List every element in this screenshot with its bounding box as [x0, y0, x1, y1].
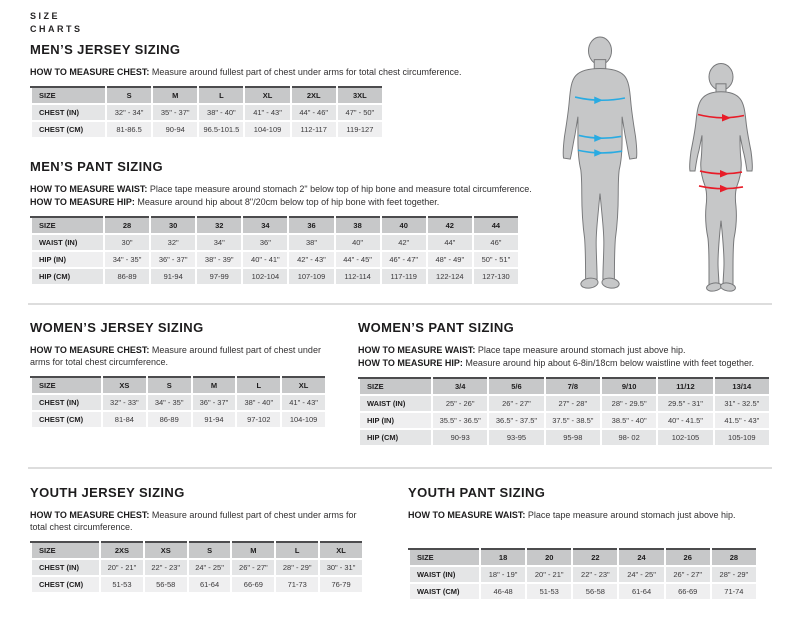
column-header: 3/4 [432, 378, 488, 395]
column-header: XL [281, 377, 326, 394]
column-header: 9/10 [601, 378, 657, 395]
column-header: S [106, 87, 152, 104]
howto-block [30, 509, 360, 533]
howto-label: HOW TO MEASURE CHEST: [30, 510, 150, 520]
table-header-row [31, 217, 519, 234]
size-value-cell: 22" - 23" [572, 566, 618, 583]
size-value-cell: 34" - 35" [147, 394, 192, 411]
column-header: 2XS [100, 542, 144, 559]
size-value-cell: 81-86.5 [106, 121, 152, 138]
size-value-cell: 46-48 [480, 583, 526, 600]
size-value-cell: 86-89 [147, 411, 192, 428]
size-value-cell: 18" - 19" [480, 566, 526, 583]
table-row [359, 412, 770, 429]
table-row [31, 104, 383, 121]
size-value-cell: 41" - 43" [281, 394, 326, 411]
row-label: WAIST (CM) [409, 583, 480, 600]
size-value-cell: 112-114 [335, 268, 381, 285]
male-silhouette-figure [552, 36, 648, 292]
column-header: S [188, 542, 232, 559]
female-silhouette-figure [676, 62, 766, 292]
size-value-cell: 90-94 [152, 121, 198, 138]
column-header: L [275, 542, 319, 559]
table-row [409, 566, 757, 583]
howto-instruction: HOW TO MEASURE HIP: Measure around hip about 8"/20cm below top of hip bone with feet together. [30, 197, 440, 208]
size-value-cell: 35.5" - 36.5" [432, 412, 488, 429]
row-label: CHEST (IN) [31, 104, 106, 121]
size-value-cell: 61-64 [618, 583, 664, 600]
column-header: M [152, 87, 198, 104]
size-value-cell: 107-109 [288, 268, 334, 285]
size-value-cell: 34" - 35" [104, 251, 150, 268]
row-label-header: SIZE [31, 87, 106, 104]
howto-label: HOW TO MEASURE HIP: [358, 358, 463, 369]
row-label: CHEST (IN) [31, 394, 102, 411]
table-row [31, 576, 363, 593]
section-title: YOUTH JERSEY SIZING [30, 485, 185, 500]
howto-instruction: HOW TO MEASURE CHEST: Measure around fullest part of chest under arms for total chest circumference. [30, 510, 357, 533]
row-label: WAIST (IN) [409, 566, 480, 583]
column-header: 38 [335, 217, 381, 234]
size-value-cell: 30" [104, 234, 150, 251]
mens-jersey-sizing-section [30, 42, 550, 139]
size-value-cell: 36.5" - 37.5" [488, 412, 544, 429]
size-value-cell: 28" - 29.5" [601, 395, 657, 412]
size-value-cell: 90-93 [432, 429, 488, 446]
size-value-cell: 91-94 [150, 268, 196, 285]
size-value-cell: 50" - 51" [473, 251, 519, 268]
table-row [31, 559, 363, 576]
size-value-cell: 98- 02 [601, 429, 657, 446]
male-left-foot [580, 277, 598, 289]
howto-label: HOW TO MEASURE WAIST: [30, 184, 148, 194]
size-value-cell: 36" - 37" [192, 394, 237, 411]
table-row [31, 411, 326, 428]
table-row [359, 429, 770, 446]
column-header: L [236, 377, 281, 394]
column-header: 18 [480, 549, 526, 566]
howto-instruction: HOW TO MEASURE CHEST: Measure around fullest part of chest under arms for total chest circumference. [30, 67, 462, 77]
section-divider [28, 303, 772, 305]
size-value-cell: 44" - 46" [291, 104, 337, 121]
size-value-cell: 40" - 41.5" [657, 412, 713, 429]
howto-block [408, 509, 768, 521]
size-value-cell: 97-102 [236, 411, 281, 428]
row-label: HIP (IN) [31, 251, 104, 268]
size-value-cell: 104-109 [244, 121, 290, 138]
size-value-cell: 105-109 [714, 429, 770, 446]
size-value-cell: 42" [381, 234, 427, 251]
column-header: 34 [242, 217, 288, 234]
column-header: 44 [473, 217, 519, 234]
size-value-cell: 28" - 29" [711, 566, 757, 583]
size-value-cell: 36" [242, 234, 288, 251]
column-header: 5/6 [488, 378, 544, 395]
size-value-cell: 41" - 43" [244, 104, 290, 121]
table-row [359, 395, 770, 412]
size-value-cell: 86-89 [104, 268, 150, 285]
row-label: CHEST (CM) [31, 411, 102, 428]
size-value-cell: 112-117 [291, 121, 337, 138]
howto-label: HOW TO MEASURE CHEST: [30, 67, 150, 77]
size-value-cell: 93-95 [488, 429, 544, 446]
size-value-cell: 91-94 [192, 411, 237, 428]
row-label: HIP (CM) [359, 429, 432, 446]
size-value-cell: 66-69 [665, 583, 711, 600]
section-title: MEN’S JERSEY SIZING [30, 42, 181, 57]
size-value-cell: 40" - 41" [242, 251, 288, 268]
size-value-cell: 38" - 39" [196, 251, 242, 268]
size-value-cell: 48" - 49" [427, 251, 473, 268]
row-label: WAIST (IN) [31, 234, 104, 251]
size-value-cell: 38.5" - 40" [601, 412, 657, 429]
howto-instruction: HOW TO MEASURE WAIST: Place tape measure around stomach 2" below top of hip bone and measure total circumference. [30, 184, 532, 194]
section-divider [28, 467, 772, 469]
row-label: HIP (CM) [31, 268, 104, 285]
table-row [31, 268, 519, 285]
row-label: CHEST (IN) [31, 559, 100, 576]
howto-instruction: HOW TO MEASURE HIP: Measure around hip about 6-8in/18cm below waistline with feet together. [358, 358, 755, 369]
size-value-cell: 51-53 [100, 576, 144, 593]
section-title: WOMEN’S JERSEY SIZING [30, 320, 204, 335]
table-header-row [31, 377, 326, 394]
page-title [30, 10, 83, 35]
row-label: CHEST (CM) [31, 121, 106, 138]
size-value-cell: 34" [196, 234, 242, 251]
howto-instruction: HOW TO MEASURE WAIST: Place tape measure around stomach just above hip. [358, 345, 686, 355]
table-header-row [31, 542, 363, 559]
size-value-cell: 38" - 40" [198, 104, 244, 121]
youth-jersey-sizing-section [30, 485, 375, 594]
size-value-cell: 81-84 [102, 411, 147, 428]
howto-label: HOW TO MEASURE WAIST: [408, 510, 526, 520]
column-header: 7/8 [545, 378, 601, 395]
size-value-cell: 51-53 [526, 583, 572, 600]
size-value-cell: 32" - 34" [106, 104, 152, 121]
row-label-header: SIZE [359, 378, 432, 395]
column-header: 20 [526, 549, 572, 566]
row-label-header: SIZE [31, 377, 102, 394]
size-value-cell: 36" - 37" [150, 251, 196, 268]
youth-pant-sizing-section [408, 485, 768, 601]
column-header: 24 [618, 549, 664, 566]
column-header: 42 [427, 217, 473, 234]
size-value-cell: 28" - 29" [275, 559, 319, 576]
male-right-foot [601, 277, 619, 289]
size-value-cell: 95-98 [545, 429, 601, 446]
howto-block [30, 66, 550, 78]
column-header: XL [319, 542, 363, 559]
size-value-cell: 27" - 28" [545, 395, 601, 412]
size-value-cell: 127-130 [473, 268, 519, 285]
section-title: YOUTH PANT SIZING [408, 485, 546, 500]
row-label: HIP (IN) [359, 412, 432, 429]
size-value-cell: 40" [335, 234, 381, 251]
page-title-line2: CHARTS [30, 23, 83, 34]
page-title-line1: SIZE [30, 11, 61, 21]
howto-block [358, 344, 778, 369]
column-header: 40 [381, 217, 427, 234]
column-header: M [192, 377, 237, 394]
size-value-cell: 29.5" - 31" [657, 395, 713, 412]
size-value-cell: 104-109 [281, 411, 326, 428]
howto-block [30, 183, 550, 208]
section-title: MEN’S PANT SIZING [30, 159, 163, 174]
row-label-header: SIZE [31, 542, 100, 559]
womens-pant-size-table [358, 377, 771, 447]
size-value-cell: 20" - 21" [100, 559, 144, 576]
size-value-cell: 71-73 [275, 576, 319, 593]
size-value-cell: 37.5" - 38.5" [545, 412, 601, 429]
mens-jersey-size-table [30, 86, 384, 139]
row-label: WAIST (IN) [359, 395, 432, 412]
size-value-cell: 22" - 23" [144, 559, 188, 576]
howto-label: HOW TO MEASURE WAIST: [358, 345, 476, 355]
column-header: 13/14 [714, 378, 770, 395]
row-label-header: SIZE [409, 549, 480, 566]
size-value-cell: 35" - 37" [152, 104, 198, 121]
table-header-row [409, 549, 757, 566]
size-value-cell: 30" - 31" [319, 559, 363, 576]
size-value-cell: 42" - 43" [288, 251, 334, 268]
youth-pant-size-table [408, 548, 758, 601]
size-value-cell: 76-79 [319, 576, 363, 593]
size-value-cell: 122-124 [427, 268, 473, 285]
size-value-cell: 38" - 40" [236, 394, 281, 411]
size-value-cell: 97-99 [196, 268, 242, 285]
size-value-cell: 44" - 45" [335, 251, 381, 268]
size-value-cell: 47" - 50" [337, 104, 383, 121]
size-value-cell: 102-104 [242, 268, 288, 285]
row-label: CHEST (CM) [31, 576, 100, 593]
column-header: XS [102, 377, 147, 394]
column-header: 28 [711, 549, 757, 566]
male-silhouette [552, 36, 648, 292]
column-header: 32 [196, 217, 242, 234]
mens-pant-size-table [30, 216, 520, 286]
size-value-cell: 24" - 25" [188, 559, 232, 576]
mens-pant-sizing-section [30, 159, 550, 286]
size-value-cell: 41.5" - 43" [714, 412, 770, 429]
size-value-cell: 119-127 [337, 121, 383, 138]
table-row [31, 121, 383, 138]
howto-block [30, 344, 340, 368]
size-value-cell: 32" [150, 234, 196, 251]
column-header: 28 [104, 217, 150, 234]
size-value-cell: 26" - 27" [231, 559, 275, 576]
size-value-cell: 71-74 [711, 583, 757, 600]
size-value-cell: 61-64 [188, 576, 232, 593]
size-value-cell: 44" [427, 234, 473, 251]
column-header: 30 [150, 217, 196, 234]
table-row [31, 251, 519, 268]
column-header: XL [244, 87, 290, 104]
column-header: 11/12 [657, 378, 713, 395]
size-value-cell: 96.5-101.5 [198, 121, 244, 138]
column-header: M [231, 542, 275, 559]
womens-jersey-sizing-section [30, 320, 340, 429]
size-value-cell: 46" [473, 234, 519, 251]
column-header: 36 [288, 217, 334, 234]
howto-instruction: HOW TO MEASURE WAIST: Place tape measure around stomach just above hip. [408, 510, 736, 520]
size-value-cell: 56-58 [144, 576, 188, 593]
size-value-cell: 56-58 [572, 583, 618, 600]
womens-pant-sizing-section [358, 320, 778, 447]
column-header: 3XL [337, 87, 383, 104]
column-header: 2XL [291, 87, 337, 104]
table-row [409, 583, 757, 600]
womens-jersey-size-table [30, 376, 327, 429]
size-value-cell: 117-119 [381, 268, 427, 285]
column-header: L [198, 87, 244, 104]
female-right-foot [720, 282, 736, 292]
howto-label: HOW TO MEASURE HIP: [30, 197, 135, 208]
table-row [31, 394, 326, 411]
table-header-row [359, 378, 770, 395]
size-value-cell: 32" - 33" [102, 394, 147, 411]
howto-instruction: HOW TO MEASURE CHEST: Measure around fullest part of chest under arms for total chest circumference. [30, 345, 321, 368]
column-header: S [147, 377, 192, 394]
size-value-cell: 102-105 [657, 429, 713, 446]
section-title: WOMEN’S PANT SIZING [358, 320, 515, 335]
youth-jersey-size-table [30, 541, 364, 594]
size-value-cell: 26" - 27" [665, 566, 711, 583]
column-header: 22 [572, 549, 618, 566]
size-value-cell: 66-69 [231, 576, 275, 593]
table-row [31, 234, 519, 251]
table-header-row [31, 87, 383, 104]
female-silhouette [676, 62, 766, 292]
column-header: XS [144, 542, 188, 559]
size-value-cell: 31" - 32.5" [714, 395, 770, 412]
size-value-cell: 46" - 47" [381, 251, 427, 268]
size-value-cell: 38" [288, 234, 334, 251]
howto-label: HOW TO MEASURE CHEST: [30, 345, 150, 355]
size-value-cell: 26" - 27" [488, 395, 544, 412]
female-left-foot [706, 282, 722, 292]
row-label-header: SIZE [31, 217, 104, 234]
size-value-cell: 25" - 26" [432, 395, 488, 412]
size-value-cell: 24" - 25" [618, 566, 664, 583]
size-value-cell: 20" - 21" [526, 566, 572, 583]
column-header: 26 [665, 549, 711, 566]
